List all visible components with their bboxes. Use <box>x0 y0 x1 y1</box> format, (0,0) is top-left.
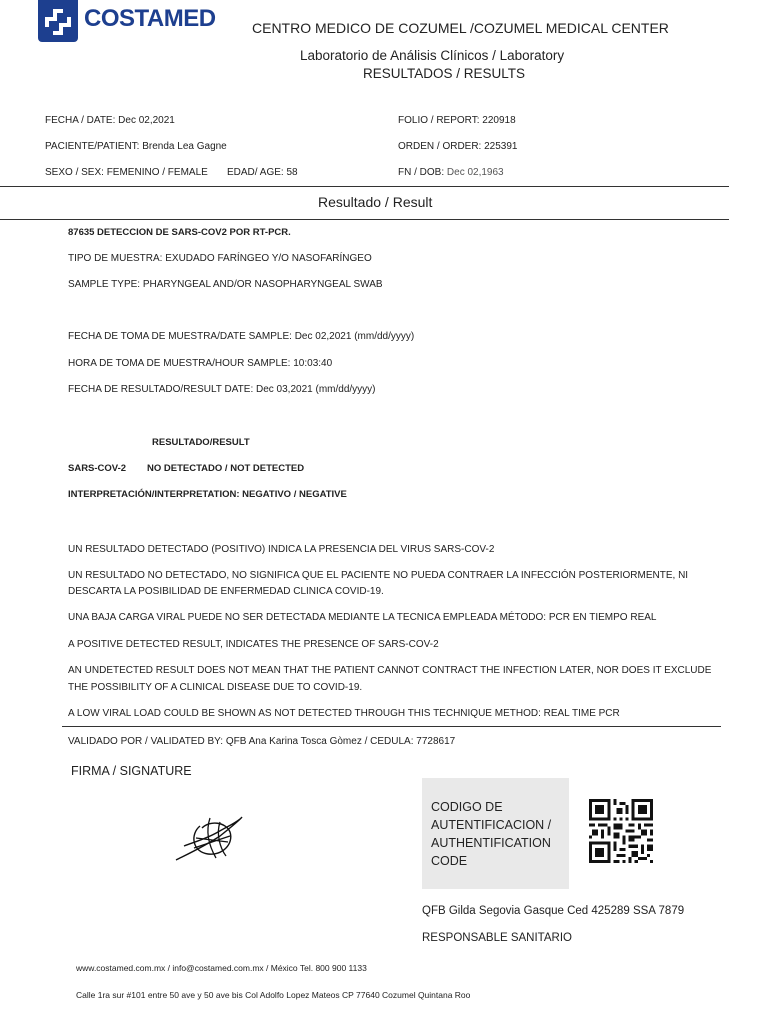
divider-top <box>0 186 729 187</box>
validated-by: VALIDADO POR / VALIDATED BY: QFB Ana Karina Tosca Gòmez / CEDULA: 7728617 <box>68 736 456 747</box>
note-positive-en: A POSITIVE DETECTED RESULT, INDICATES THE PRESENCE OF SARS-COV-2 <box>68 639 439 650</box>
responsible-title: RESPONSABLE SANITARIO <box>422 932 572 944</box>
analyte-result: NO DETECTADO / NOT DETECTED <box>147 463 305 474</box>
sample-hour: HORA DE TOMA DE MUESTRA/HOUR SAMPLE: 10:03:40 <box>68 358 333 369</box>
patient-age: EDAD/ AGE: 58 <box>227 167 298 178</box>
dob-label: FN / DOB: <box>398 167 447 178</box>
result-section-title: Resultado / Result <box>318 194 433 210</box>
brand-name: COSTAMED <box>84 5 216 32</box>
note-negative-en-1: AN UNDETECTED RESULT DOES NOT MEAN THAT THE PATIENT CANNOT CONTRACT THE INFECTION LATER, NOR DOES IT EXCLUDE <box>68 665 712 676</box>
divider-validation <box>62 726 721 727</box>
order-number: ORDEN / ORDER: 225391 <box>398 141 518 152</box>
divider-result <box>0 219 729 220</box>
sample-type-en: SAMPLE TYPE: PHARYNGEAL AND/OR NASOPHARYNGEAL SWAB <box>68 279 383 290</box>
responsible-name: QFB Gilda Segovia Gasque Ced 425289 SSA 7879 <box>422 905 685 917</box>
note-negative-es-2: DESCARTA LA POSIBILIDAD DE ENFERMEDAD CLINICA COVID-19. <box>68 586 384 597</box>
patient-name: PACIENTE/PATIENT: Brenda Lea Gagne <box>45 141 227 152</box>
sample-type-es: TIPO DE MUESTRA: EXUDADO FARÍNGEO Y/O NASOFARÍNGEO <box>68 253 372 264</box>
footer-contact: www.costamed.com.mx / info@costamed.com.mx / México Tel. 800 900 1133 <box>76 963 367 973</box>
result-heading: RESULTADO/RESULT <box>152 437 250 448</box>
dob-value: Dec 02,1963 <box>446 167 504 178</box>
interpretation: INTERPRETACIÓN/INTERPRETATION: NEGATIVO / NEGATIVE <box>68 489 347 500</box>
note-viral-load-es: UNA BAJA CARGA VIRAL PUEDE NO SER DETECTADA MEDIANTE LA TECNICA EMPLEADA MÉTODO: PCR EN TIEMPO REAL <box>68 612 657 623</box>
signature-icon <box>170 808 250 873</box>
note-negative-es-1: UN RESULTADO NO DETECTADO, NO SIGNIFICA QUE EL PACIENTE NO PUEDA CONTRAER LA INFECCIÓN POSTERIORMENTE, NI <box>68 570 689 581</box>
lab-name: Laboratorio de Análisis Clínicos / Laboratory <box>300 48 565 63</box>
costamed-cross-logo-icon <box>38 0 78 42</box>
report-number: FOLIO / REPORT: 220918 <box>398 115 516 126</box>
results-title: RESULTADOS / RESULTS <box>363 66 526 81</box>
center-name: CENTRO MEDICO DE COZUMEL /COZUMEL MEDICAL CENTER <box>252 20 669 36</box>
sample-date: FECHA DE TOMA DE MUESTRA/DATE SAMPLE: Dec 02,2021 (mm/dd/yyyy) <box>68 331 415 342</box>
note-positive-es: UN RESULTADO DETECTADO (POSITIVO) INDICA LA PRESENCIA DEL VIRUS SARS-COV-2 <box>68 544 495 555</box>
auth-code-label: CODIGO DE AUTENTIFICACION / AUTHENTIFICATION CODE <box>431 800 552 868</box>
test-name: 87635 DETECCION DE SARS-COV2 POR RT-PCR. <box>68 227 291 238</box>
analyte-name: SARS-COV-2 <box>68 463 127 474</box>
patient-sex: SEXO / SEX: FEMENINO / FEMALE <box>45 167 208 178</box>
footer-address: Calle 1ra sur #101 entre 50 ave y 50 ave bis Col Adolfo Lopez Mateos CP 77640 Cozumel Quintana Roo <box>76 990 471 1000</box>
patient-dob <box>398 167 504 178</box>
result-date: FECHA DE RESULTADO/RESULT DATE: Dec 03,2021 (mm/dd/yyyy) <box>68 384 376 395</box>
qr-code-icon <box>589 799 653 868</box>
note-viral-load-en: A LOW VIRAL LOAD COULD BE SHOWN AS NOT DETECTED THROUGH THIS TECHNIQUE METHOD: REAL TIME PCR <box>68 708 620 719</box>
report-date: FECHA / DATE: Dec 02,2021 <box>45 115 175 126</box>
signature-label: FIRMA / SIGNATURE <box>71 764 192 778</box>
note-negative-en-2: THE POSSIBILITY OF A CLINICAL DISEASE DUE TO COVID-19. <box>68 682 363 693</box>
